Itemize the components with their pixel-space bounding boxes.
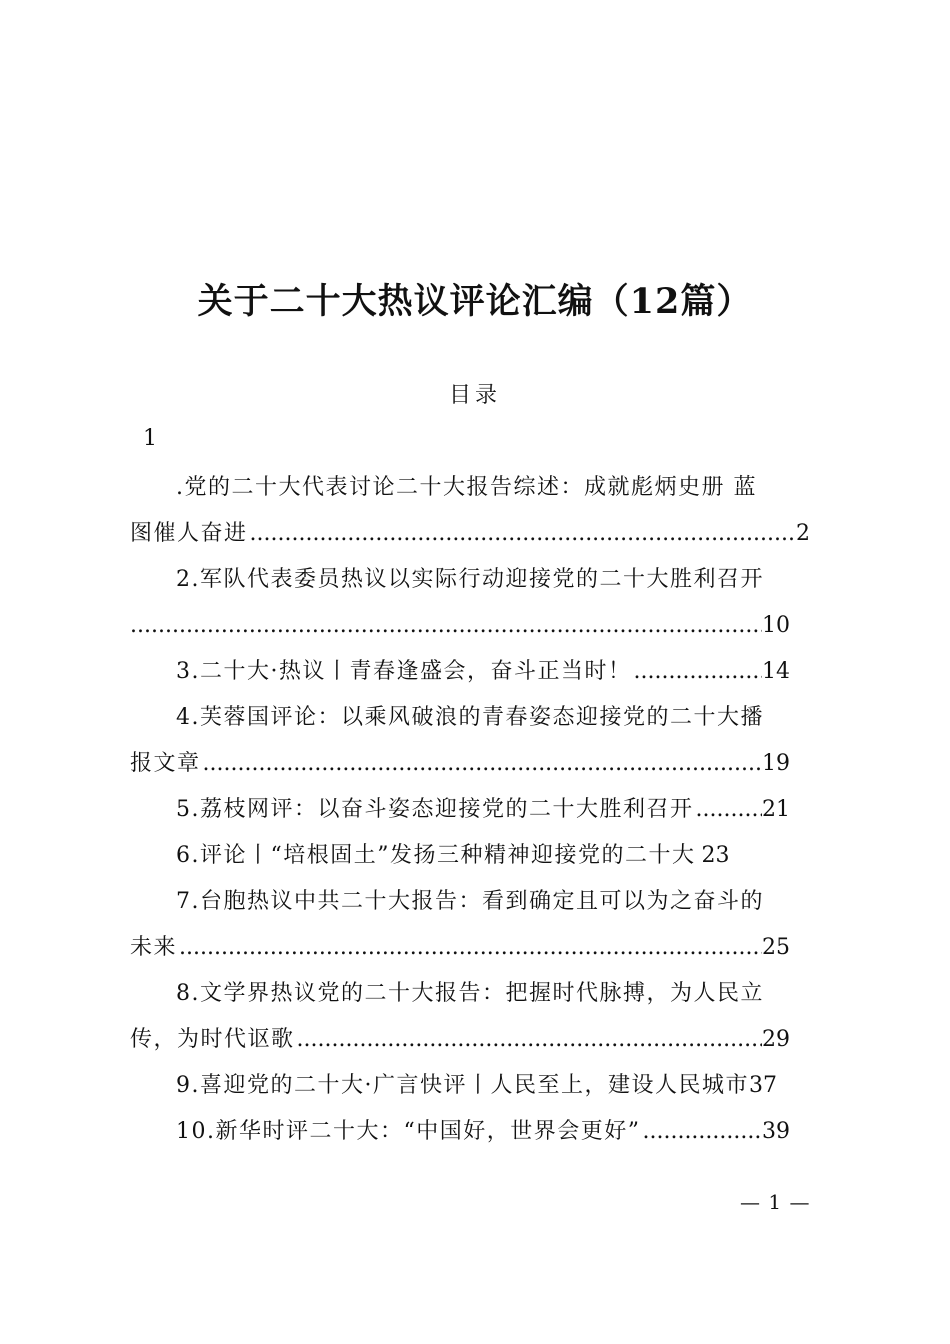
stray-number: 1 (143, 426, 157, 451)
dot-leader (295, 1024, 762, 1056)
toc-entry-title: .党的二十大代表讨论二十大报告综述：成就彪炳史册 蓝 (176, 475, 757, 500)
toc-entry-title-cont: 图催人奋进 (130, 521, 248, 546)
toc-entry-title: 3.二十大·热议丨青春逢盛会，奋斗正当时！ (176, 659, 632, 684)
toc-entry-title-cont: 未来 (130, 935, 178, 960)
toc-entry-title-cont: 报文章 (130, 751, 201, 776)
toc-page-number: 37 (749, 1073, 777, 1098)
toc-entry-1[interactable] (130, 472, 810, 550)
toc-entry-4[interactable] (130, 702, 790, 780)
dot-leader (640, 1116, 762, 1148)
toc-entry-10[interactable] (176, 1116, 790, 1148)
toc-page-number: 21 (762, 797, 790, 822)
toc-page-number: 25 (762, 935, 790, 960)
dot-leader (177, 932, 762, 964)
toc-entry-2[interactable] (130, 564, 790, 642)
toc-entry-title: 6.评论丨“培根固土”发扬三种精神迎接党的二十大 (176, 843, 696, 868)
toc-page-number: 39 (762, 1119, 790, 1144)
toc-entry-9[interactable] (176, 1070, 836, 1102)
toc-entry-title: 8.文学界热议党的二十大报告：把握时代脉搏，为人民立 (176, 981, 764, 1006)
toc-heading: 目录 (448, 383, 501, 408)
dot-leader (201, 748, 762, 780)
document-title: 关于二十大热议评论汇编（12篇） (197, 281, 753, 322)
toc-entry-6[interactable] (176, 840, 796, 872)
toc-page-number: 2 (796, 521, 810, 546)
toc-page-number: 14 (762, 659, 790, 684)
toc-page-number: 19 (762, 751, 790, 776)
toc-entry-title: 2.军队代表委员热议以实际行动迎接党的二十大胜利召开 (176, 567, 764, 592)
toc-page-number: 23 (701, 843, 730, 868)
toc-entry-8[interactable] (130, 978, 790, 1056)
toc-entry-title: 5.荔枝网评：以奋斗姿态迎接党的二十大胜利召开 (176, 797, 694, 822)
toc-entry-title: 7.台胞热议中共二十大报告：看到确定且可以为之奋斗的 (176, 889, 764, 914)
toc-entry-title: 9.喜迎党的二十大·广言快评丨人民至上，建设人民城市 (176, 1073, 749, 1098)
dot-leader (248, 518, 796, 550)
page-number-footer: — 1 — (740, 1190, 811, 1214)
toc-entry-5[interactable] (176, 794, 790, 826)
dot-leader (694, 794, 763, 826)
toc-entry-title-cont: 传，为时代讴歌 (130, 1027, 295, 1052)
toc-entry-7[interactable] (130, 886, 790, 964)
toc-entry-title: 4.芙蓉国评论：以乘风破浪的青春姿态迎接党的二十大播 (176, 705, 764, 730)
toc-entry-3[interactable] (176, 656, 790, 688)
toc-entry-title: 10.新华时评二十大：“中国好，世界会更好” (176, 1119, 641, 1144)
toc-page-number: 10 (762, 613, 790, 638)
dot-leader (632, 656, 763, 688)
dot-leader (130, 610, 762, 642)
toc-page-number: 29 (762, 1027, 790, 1052)
